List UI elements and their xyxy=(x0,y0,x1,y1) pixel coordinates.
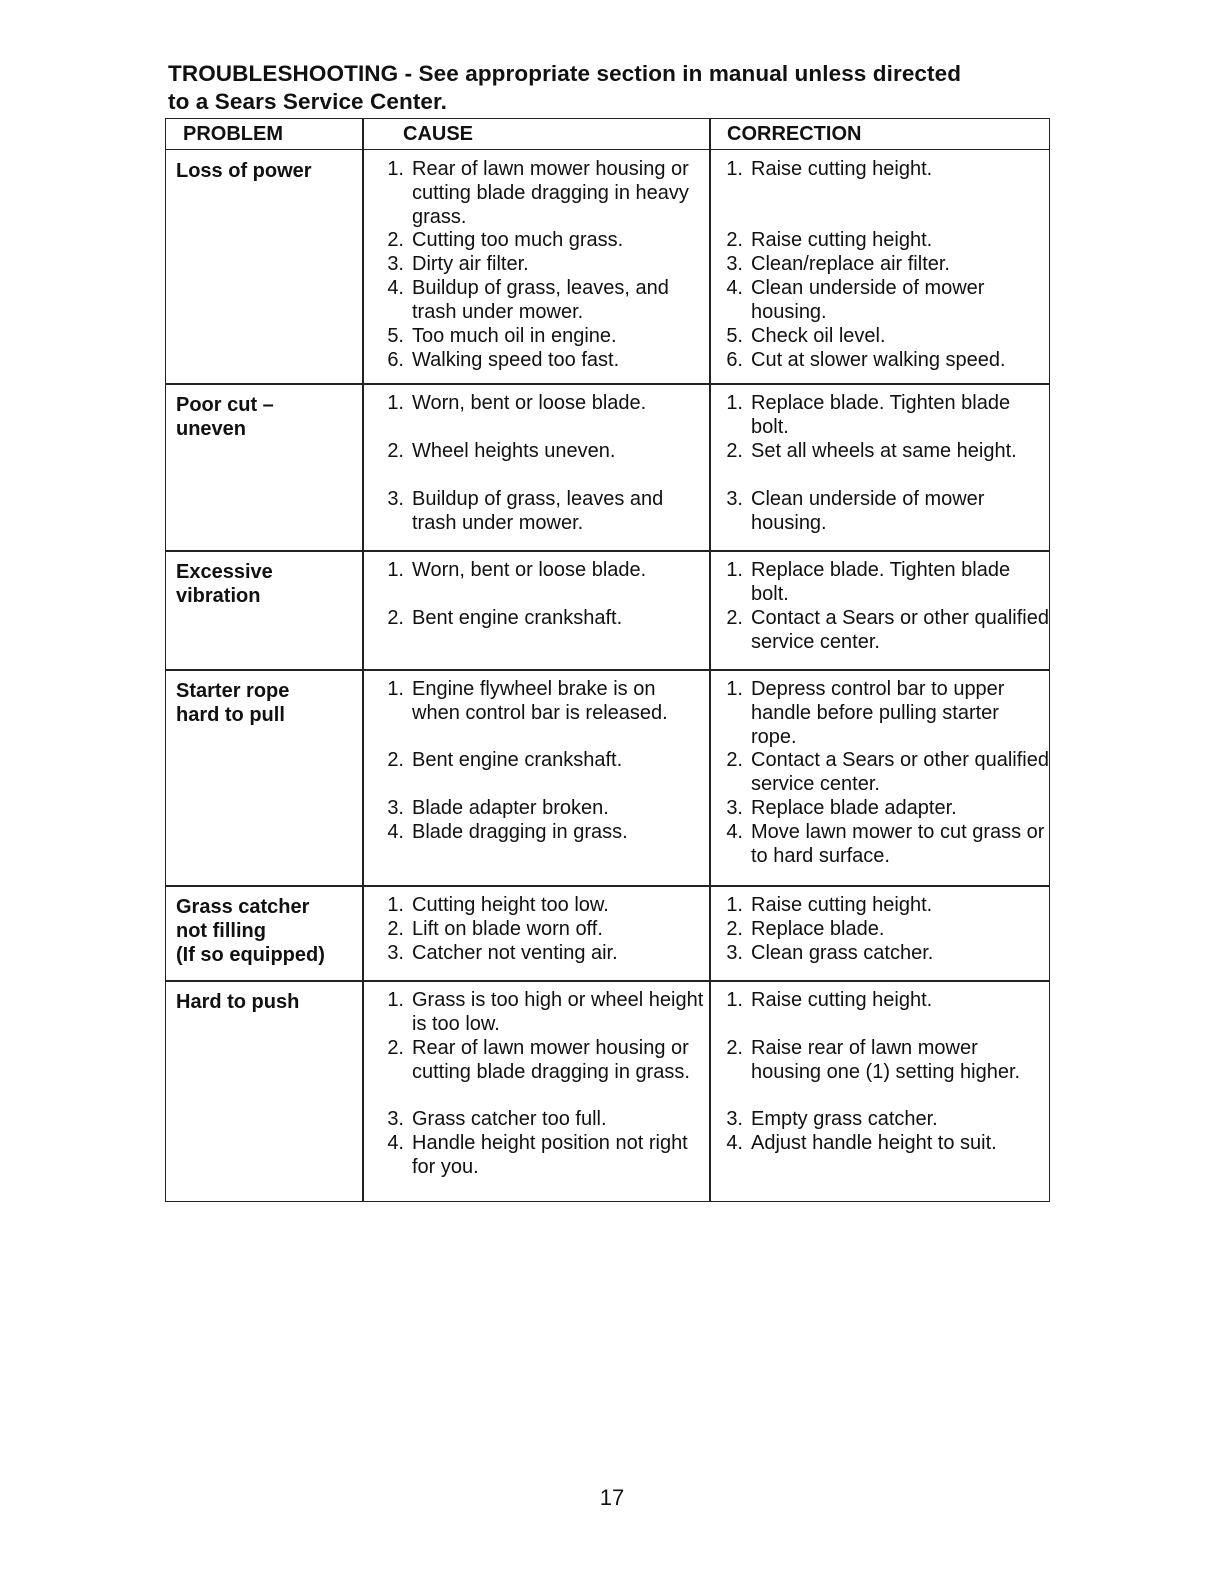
item-number: 4. xyxy=(387,277,404,299)
item-text: Move lawn mower to cut grass or to hard surface. xyxy=(751,821,1045,867)
item-number: 1. xyxy=(387,678,404,700)
item-text: Catcher not venting air. xyxy=(412,942,618,964)
item-text: Buildup of grass, leaves, and trash under mower. xyxy=(412,277,669,323)
correction-item xyxy=(717,229,1049,253)
correction-item xyxy=(717,392,1049,440)
cause-item xyxy=(378,440,706,464)
item-number: 2. xyxy=(387,749,404,771)
problem-cell xyxy=(176,895,360,967)
problem-text: Hard to push xyxy=(176,991,300,1013)
item-number: 4. xyxy=(387,1132,404,1154)
item-number: 2. xyxy=(726,440,743,462)
item-text: Replace blade adapter. xyxy=(751,797,957,819)
cause-item xyxy=(378,253,706,277)
item-number: 1. xyxy=(387,392,404,414)
item-number: 4. xyxy=(726,821,743,843)
correction-item xyxy=(717,607,1049,655)
problem-text: not filling xyxy=(176,920,266,942)
item-number: 2. xyxy=(387,1037,404,1059)
correction-item xyxy=(717,821,1049,869)
header-problem: PROBLEM xyxy=(183,123,283,145)
correction-item xyxy=(717,277,1049,325)
correction-item xyxy=(717,253,1049,277)
item-number: 3. xyxy=(726,942,743,964)
item-text: Cutting height too low. xyxy=(412,894,609,916)
item-text: Check oil level. xyxy=(751,325,886,347)
cause-item xyxy=(378,392,706,416)
item-number: 3. xyxy=(387,797,404,819)
cause-item xyxy=(378,678,706,726)
item-text: Adjust handle height to suit. xyxy=(751,1132,997,1154)
item-number: 2. xyxy=(387,607,404,629)
item-text: Blade dragging in grass. xyxy=(412,821,628,843)
item-number: 1. xyxy=(726,894,743,916)
item-number: 2. xyxy=(726,229,743,251)
item-text: Bent engine crankshaft. xyxy=(412,749,623,771)
correction-item xyxy=(717,918,1049,942)
problem-text: Starter rope xyxy=(176,680,290,702)
item-text: Handle height position not right for you. xyxy=(412,1132,688,1178)
row-divider xyxy=(166,980,1049,982)
item-text: Rear of lawn mower housing or cutting blade dragging in heavy grass. xyxy=(412,158,689,228)
row-divider xyxy=(166,383,1049,385)
item-text: Contact a Sears or other qualified service center. xyxy=(751,749,1049,795)
cause-item xyxy=(378,559,706,583)
correction-item xyxy=(717,942,1049,966)
problem-cell xyxy=(176,679,360,727)
correction-item xyxy=(717,1037,1049,1085)
item-text: Raise cutting height. xyxy=(751,894,933,916)
problem-text: Grass catcher xyxy=(176,896,310,918)
item-text: Grass is too high or wheel height is too low. xyxy=(412,989,704,1035)
cause-item xyxy=(378,942,706,966)
item-number: 6. xyxy=(387,349,404,371)
item-number: 3. xyxy=(387,1108,404,1130)
problem-text: Poor cut – xyxy=(176,394,274,416)
row-divider xyxy=(166,669,1049,671)
item-text: Too much oil in engine. xyxy=(412,325,617,347)
item-number: 1. xyxy=(726,392,743,414)
item-number: 3. xyxy=(726,797,743,819)
cause-item xyxy=(378,1108,706,1132)
cause-item xyxy=(378,918,706,942)
correction-item xyxy=(717,797,1049,821)
item-text: Clean underside of mower housing. xyxy=(751,277,985,323)
cause-item xyxy=(378,607,706,631)
problem-text: hard to pull xyxy=(176,704,285,726)
item-text: Grass catcher too full. xyxy=(412,1108,607,1130)
item-number: 1. xyxy=(387,158,404,180)
item-number: 1. xyxy=(726,559,743,581)
problem-cell xyxy=(176,560,360,608)
item-number: 3. xyxy=(726,253,743,275)
cause-item xyxy=(378,821,706,845)
cause-item xyxy=(378,749,706,773)
header-cause: CAUSE xyxy=(403,123,474,145)
item-number: 1. xyxy=(726,989,743,1011)
cause-item xyxy=(378,989,706,1037)
item-number: 2. xyxy=(387,918,404,940)
correction-item xyxy=(717,325,1049,349)
item-text: Cutting too much grass. xyxy=(412,229,624,251)
item-number: 3. xyxy=(387,942,404,964)
item-text: Replace blade. Tighten blade bolt. xyxy=(751,559,1011,605)
correction-item xyxy=(717,559,1049,607)
item-number: 5. xyxy=(387,325,404,347)
item-number: 3. xyxy=(387,253,404,275)
correction-item xyxy=(717,349,1049,373)
item-text: Cut at slower walking speed. xyxy=(751,349,1006,371)
item-text: Clean/replace air filter. xyxy=(751,253,950,275)
item-number: 1. xyxy=(387,559,404,581)
correction-item xyxy=(717,678,1049,749)
item-number: 3. xyxy=(726,488,743,510)
item-text: Set all wheels at same height. xyxy=(751,440,1017,462)
item-text: Raise cutting height. xyxy=(751,989,933,1011)
item-text: Raise cutting height. xyxy=(751,229,933,251)
item-text: Contact a Sears or other qualified service center. xyxy=(751,607,1049,653)
cause-item xyxy=(378,229,706,253)
item-text: Raise rear of lawn mower housing one (1) setting higher. xyxy=(751,1037,1021,1083)
correction-item xyxy=(717,440,1049,464)
item-text: Bent engine crankshaft. xyxy=(412,607,623,629)
cause-item xyxy=(378,277,706,325)
item-number: 6. xyxy=(726,349,743,371)
cause-item xyxy=(378,349,706,373)
cause-item xyxy=(378,158,706,229)
item-text: Engine flywheel brake is on when control bar is released. xyxy=(412,678,668,724)
item-number: 4. xyxy=(726,277,743,299)
cause-item xyxy=(378,1037,706,1085)
page-number: 17 xyxy=(599,1485,625,1510)
correction-item xyxy=(717,989,1049,1013)
correction-item xyxy=(717,1108,1049,1132)
correction-item xyxy=(717,488,1049,536)
item-text: Walking speed too fast. xyxy=(412,349,620,371)
item-text: Clean underside of mower housing. xyxy=(751,488,985,534)
problem-cell xyxy=(176,990,360,1014)
row-divider xyxy=(166,885,1049,887)
cause-item xyxy=(378,488,706,536)
heading-line-1: TROUBLESHOOTING - See appropriate section in manual unless directed xyxy=(168,61,962,86)
item-text: Replace blade. xyxy=(751,918,885,940)
item-number: 2. xyxy=(387,440,404,462)
problem-text: Loss of power xyxy=(176,160,312,182)
item-number: 1. xyxy=(726,158,743,180)
item-text: Empty grass catcher. xyxy=(751,1108,938,1130)
correction-item xyxy=(717,894,1049,918)
item-number: 2. xyxy=(726,918,743,940)
item-text: Blade adapter broken. xyxy=(412,797,609,819)
column-divider-2 xyxy=(709,119,711,1201)
item-number: 4. xyxy=(726,1132,743,1154)
item-number: 4. xyxy=(387,821,404,843)
item-text: Rear of lawn mower housing or cutting blade dragging in grass. xyxy=(412,1037,690,1083)
cause-item xyxy=(378,894,706,918)
item-text: Wheel heights uneven. xyxy=(412,440,616,462)
item-text: Depress control bar to upper handle before pulling starter rope. xyxy=(751,678,1005,748)
cause-item xyxy=(378,325,706,349)
problem-text: (If so equipped) xyxy=(176,944,325,966)
item-number: 3. xyxy=(726,1108,743,1130)
cause-item xyxy=(378,1132,706,1180)
problem-cell xyxy=(176,159,360,183)
troubleshooting-heading xyxy=(168,60,1068,116)
item-text: Buildup of grass, leaves and trash under mower. xyxy=(412,488,664,534)
correction-item xyxy=(717,749,1049,797)
correction-item xyxy=(717,1132,1049,1156)
item-number: 5. xyxy=(726,325,743,347)
problem-cell xyxy=(176,393,360,441)
item-number: 1. xyxy=(726,678,743,700)
item-text: Lift on blade worn off. xyxy=(412,918,603,940)
item-number: 3. xyxy=(387,488,404,510)
problem-text: uneven xyxy=(176,418,247,440)
problem-text: vibration xyxy=(176,585,261,607)
row-divider xyxy=(166,550,1049,552)
table-header-row xyxy=(166,119,1049,150)
item-number: 1. xyxy=(387,894,404,916)
item-number: 2. xyxy=(726,607,743,629)
correction-item xyxy=(717,158,1049,182)
item-number: 2. xyxy=(726,1037,743,1059)
troubleshooting-table xyxy=(165,118,1050,1202)
item-number: 1. xyxy=(387,989,404,1011)
item-number: 2. xyxy=(387,229,404,251)
item-number: 2. xyxy=(726,749,743,771)
problem-text: Excessive xyxy=(176,561,273,583)
item-text: Worn, bent or loose blade. xyxy=(412,559,647,581)
item-text: Raise cutting height. xyxy=(751,158,933,180)
item-text: Replace blade. Tighten blade bolt. xyxy=(751,392,1011,438)
item-text: Worn, bent or loose blade. xyxy=(412,392,647,414)
column-divider-1 xyxy=(362,119,364,1201)
header-correction: CORRECTION xyxy=(727,123,862,145)
heading-line-2: to a Sears Service Center. xyxy=(168,89,448,114)
cause-item xyxy=(378,797,706,821)
item-text: Clean grass catcher. xyxy=(751,942,934,964)
item-text: Dirty air filter. xyxy=(412,253,529,275)
